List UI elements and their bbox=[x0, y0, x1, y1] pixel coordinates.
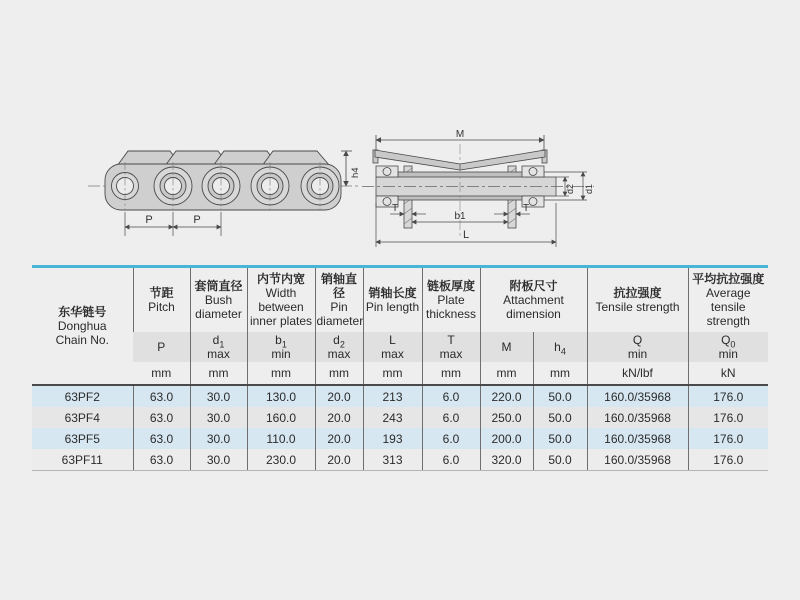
symbol-m: M bbox=[480, 332, 533, 362]
table-cell: 50.0 bbox=[533, 428, 587, 449]
table-cell: 213 bbox=[363, 385, 422, 407]
table-cell: 63.0 bbox=[133, 428, 190, 449]
symbol-b1-min: $b_1$ min bbox=[247, 332, 315, 362]
h4-dim-label: h4 bbox=[350, 167, 361, 178]
header-pitch: 节距 Pitch bbox=[133, 268, 190, 332]
table-cell: 176.0 bbox=[688, 428, 768, 449]
unit-cell: mm bbox=[247, 362, 315, 385]
table-cell: 313 bbox=[363, 449, 422, 471]
pitch-dimensions bbox=[125, 212, 221, 236]
table-cell: 6.0 bbox=[422, 449, 480, 471]
table-cell: 160.0 bbox=[247, 407, 315, 428]
unit-cell: mm bbox=[533, 362, 587, 385]
table-cell: 160.0/35968 bbox=[587, 385, 688, 407]
table-cell: 30.0 bbox=[190, 385, 247, 407]
table-cell: 50.0 bbox=[533, 449, 587, 471]
table-row-63pf2 bbox=[32, 385, 768, 407]
d1-dim-label: d1 bbox=[584, 183, 594, 194]
pin bbox=[376, 177, 556, 196]
chain-section-view-drawing bbox=[356, 126, 600, 261]
unit-cell: mm bbox=[422, 362, 480, 385]
table-cell: 6.0 bbox=[422, 407, 480, 428]
symbol-h4: $h_4$ bbox=[533, 332, 587, 362]
chain-side-view-drawing bbox=[88, 126, 372, 248]
unit-cell: mm bbox=[363, 362, 422, 385]
b1-dim-label: b1 bbox=[454, 211, 466, 222]
table-cell: 220.0 bbox=[480, 385, 533, 407]
symbol-l-max: L max bbox=[363, 332, 422, 362]
table-cell: 20.0 bbox=[315, 449, 363, 471]
table-cell: 176.0 bbox=[688, 385, 768, 407]
table-cell: 20.0 bbox=[315, 385, 363, 407]
header-pin-diameter: 销轴直径 Pin diameter bbox=[315, 268, 363, 332]
table-cell: 176.0 bbox=[688, 449, 768, 471]
table-row-63pf5 bbox=[32, 428, 768, 449]
unit-cell: mm bbox=[190, 362, 247, 385]
m-dim-label: M bbox=[455, 129, 465, 140]
table-cell: 50.0 bbox=[533, 385, 587, 407]
table-cell: 63.0 bbox=[133, 385, 190, 407]
table-cell: 20.0 bbox=[315, 428, 363, 449]
header-unit-row bbox=[32, 362, 768, 385]
table-cell: 160.0/35968 bbox=[587, 428, 688, 449]
table-cell: 110.0 bbox=[247, 428, 315, 449]
chain-no-zh: 东华链号 bbox=[58, 304, 107, 319]
table-cell: 20.0 bbox=[315, 407, 363, 428]
table-cell: 30.0 bbox=[190, 449, 247, 471]
header-name-row bbox=[32, 268, 768, 332]
unit-cell: mm bbox=[315, 362, 363, 385]
table-cell: 30.0 bbox=[190, 407, 247, 428]
t-right-dim-label: T bbox=[522, 203, 530, 214]
symbol-p: P bbox=[133, 332, 190, 362]
l-dim-label: L bbox=[462, 229, 470, 241]
p1-dim-label: P bbox=[145, 214, 153, 226]
unit-cell: kN bbox=[688, 362, 768, 385]
header-plate-thickness: 链板厚度 Plate thickness bbox=[422, 268, 480, 332]
header-chain-no bbox=[32, 268, 133, 385]
header-bush-diameter: 套筒直径 Bush diameter bbox=[190, 268, 247, 332]
chain-no-en2: Chain No. bbox=[55, 333, 109, 348]
t-left-dim-label: T bbox=[391, 203, 399, 214]
header-pin-length: 销轴长度 Pin length bbox=[363, 268, 422, 332]
p2-dim-label: P bbox=[193, 214, 201, 226]
table-cell: 176.0 bbox=[688, 407, 768, 428]
d2-dim-label: d2 bbox=[565, 183, 575, 194]
header-attachment-dimension: 附板尺寸 Attachment dimension bbox=[480, 268, 587, 332]
chain-no-cell: 63PF11 bbox=[32, 449, 133, 471]
table-cell: 250.0 bbox=[480, 407, 533, 428]
table-cell: 6.0 bbox=[422, 385, 480, 407]
table-cell: 50.0 bbox=[533, 407, 587, 428]
table-cell: 30.0 bbox=[190, 428, 247, 449]
table-cell: 130.0 bbox=[247, 385, 315, 407]
unit-cell: mm bbox=[133, 362, 190, 385]
table-cell: 320.0 bbox=[480, 449, 533, 471]
table-cell: 6.0 bbox=[422, 428, 480, 449]
chain-no-cell: 63PF5 bbox=[64, 431, 100, 446]
unit-cell: kN/lbf bbox=[587, 362, 688, 385]
header-tensile-strength: 抗拉强度 Tensile strength bbox=[587, 268, 688, 332]
chain-no-cell: 63PF2 bbox=[64, 389, 100, 404]
table-cell: 230.0 bbox=[247, 449, 315, 471]
header-symbol-row bbox=[32, 332, 768, 362]
symbol-q-min: Q min bbox=[587, 332, 688, 362]
header-average-tensile-strength: 平均抗拉强度 Average tensile strength bbox=[688, 268, 768, 332]
table-cell: 160.0/35968 bbox=[587, 407, 688, 428]
symbol-q0-min: $Q_0$ min bbox=[688, 332, 768, 362]
table-row-63pf11 bbox=[32, 449, 768, 471]
table-cell: 63.0 bbox=[133, 407, 190, 428]
header-inner-width: 内节内宽 Width between inner plates bbox=[247, 268, 315, 332]
table-cell: 200.0 bbox=[480, 428, 533, 449]
spec-table-wrap bbox=[32, 265, 768, 471]
symbol-t-max: T max bbox=[422, 332, 480, 362]
table-cell: 160.0/35968 bbox=[587, 449, 688, 471]
table-cell: 193 bbox=[363, 428, 422, 449]
symbol-d1-max: $d_1$ max bbox=[190, 332, 247, 362]
spec-table bbox=[32, 268, 768, 471]
symbol-d2-max: $d_2$ max bbox=[315, 332, 363, 362]
table-cell: 63.0 bbox=[133, 449, 190, 471]
table-row-63pf4 bbox=[32, 407, 768, 428]
unit-cell: mm bbox=[480, 362, 533, 385]
table-cell: 243 bbox=[363, 407, 422, 428]
chain-no-cell: 63PF4 bbox=[64, 410, 100, 425]
chain-no-en1: Donghua bbox=[57, 319, 107, 334]
